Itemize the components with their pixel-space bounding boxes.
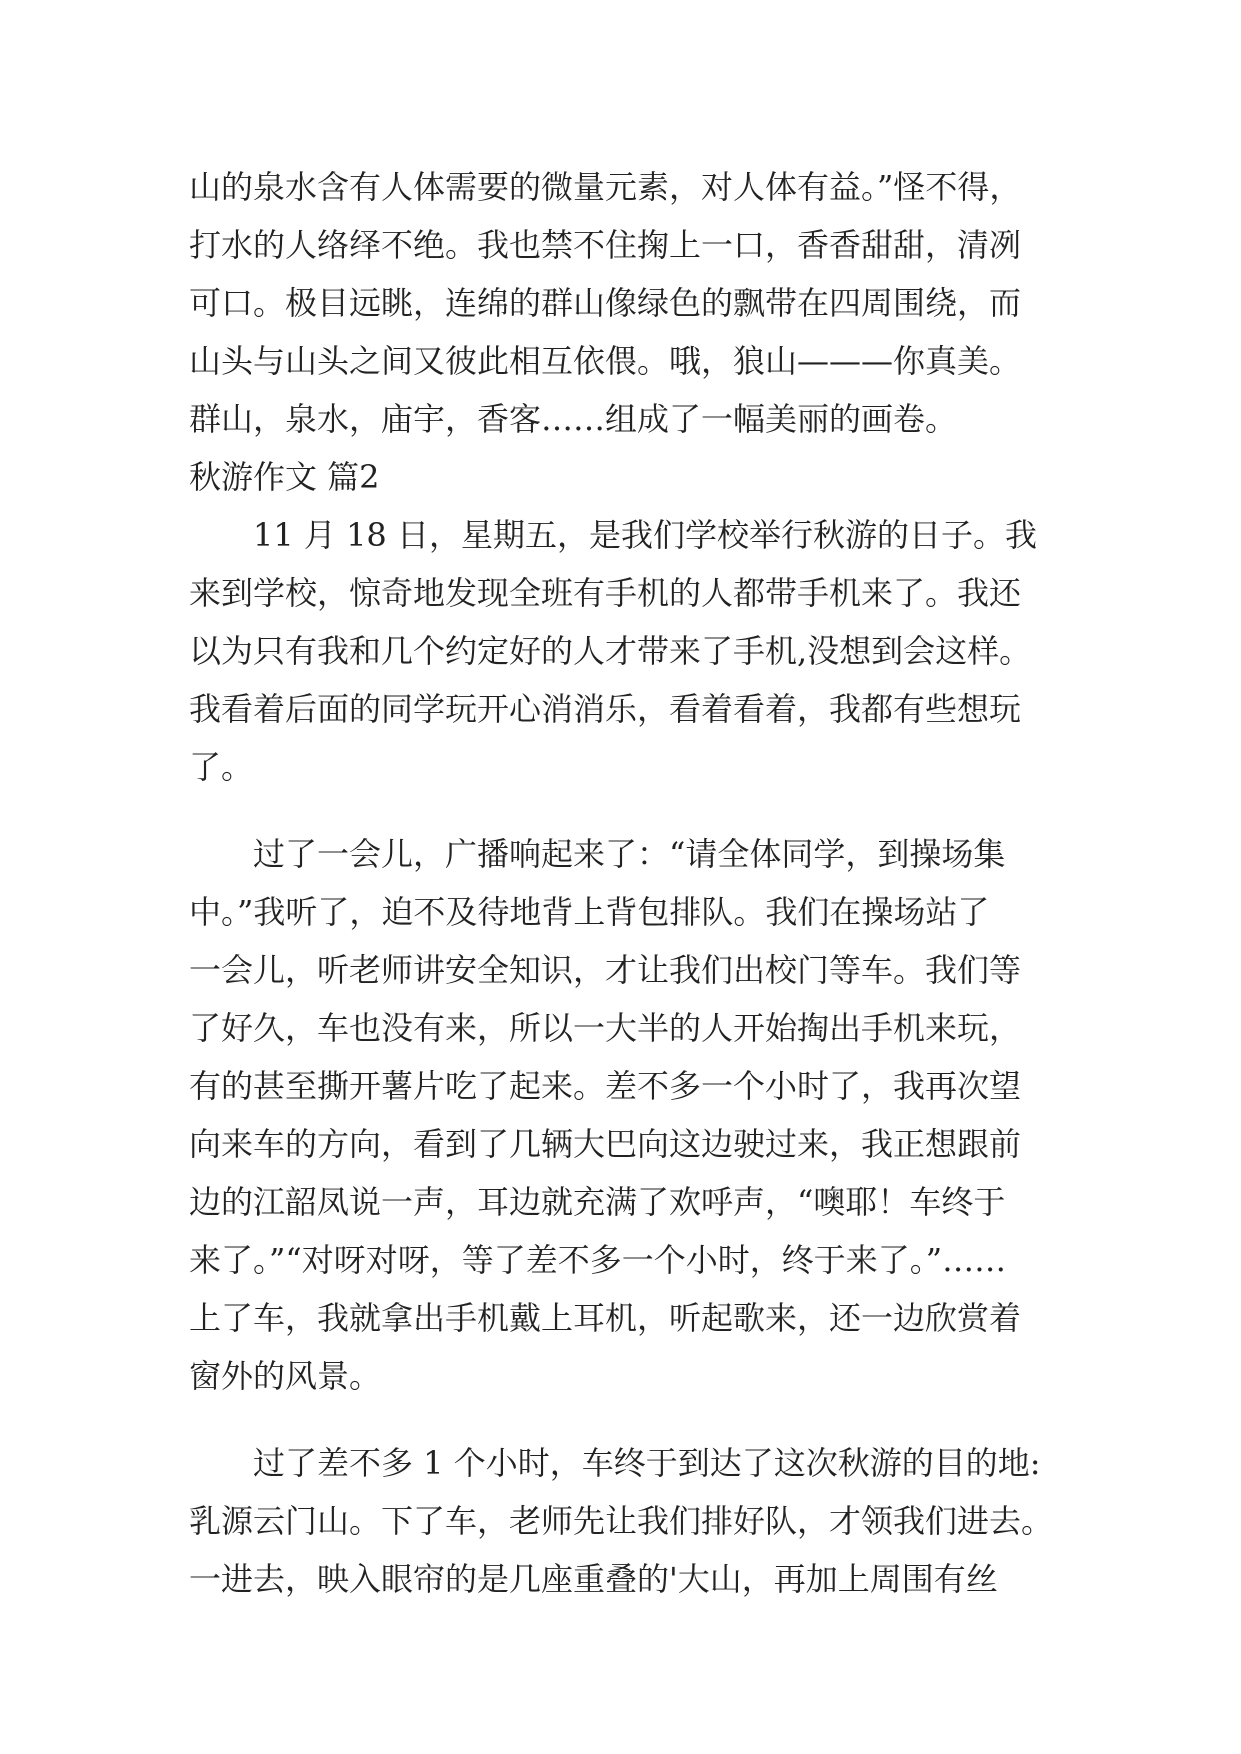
text-line: 山头与山头之间又彼此相互依偎。哦，狼山———你真美。 [189, 342, 1022, 380]
text-line: 有的甚至撕开薯片吃了起来。差不多一个小时了，我再次望 [189, 1067, 1022, 1105]
text-line: 可口。极目远眺，连绵的群山像绿色的飘带在四周围绕，而 [189, 284, 1022, 322]
text-line: 打水的人络绎不绝。我也禁不住掬上一口，香香甜甜，清冽 [189, 226, 1022, 264]
text-line: 过了差不多 1 个小时，车终于到达了这次秋游的目的地: [253, 1444, 1041, 1482]
section-heading: 秋游作文 篇2 [189, 458, 380, 496]
paragraph-2 [189, 825, 1079, 1405]
text-line: 窗外的风景。 [189, 1357, 382, 1395]
paragraph-spacer [189, 1405, 1079, 1434]
text-line: 以为只有我和几个约定好的人才带来了手机,没想到会这样。 [189, 632, 1032, 670]
text-line: 来了。”“对呀对呀，等了差不多一个小时，终于来了。”…… [189, 1241, 1007, 1279]
text-line: 了。 [189, 748, 254, 786]
paragraph-spacer [189, 796, 1079, 825]
text-line: 一会儿，听老师讲安全知识，才让我们出校门等车。我们等 [189, 951, 1022, 989]
document-page [189, 158, 1079, 1608]
text-line: 过了一会儿，广播响起来了：“请全体同学，到操场集 [253, 835, 1006, 873]
text-line: 群山，泉水，庙宇，香客……组成了一幅美丽的画卷。 [189, 400, 958, 438]
text-line: 中。”我听了，迫不及待地背上背包排队。我们在操场站了 [189, 893, 990, 931]
intro-paragraph [189, 158, 1079, 448]
text-line: 了好久，车也没有来，所以一大半的人开始掏出手机来玩， [189, 1009, 1022, 1047]
text-line: 一进去，映入眼帘的是几座重叠的'大山，再加上周围有丝 [189, 1560, 998, 1598]
text-line: 上了车，我就拿出手机戴上耳机，听起歌来，还一边欣赏着 [189, 1299, 1022, 1337]
paragraph-1 [189, 506, 1079, 796]
text-line: 来到学校，惊奇地发现全班有手机的人都带手机来了。我还 [189, 574, 1022, 612]
text-line: 山的泉水含有人体需要的微量元素，对人体有益。”怪不得， [189, 168, 1022, 206]
text-line: 向来车的方向，看到了几辆大巴向这边驶过来，我正想跟前 [189, 1125, 1022, 1163]
text-line: 11 月 18 日，星期五，是我们学校举行秋游的日子。我 [253, 516, 1037, 554]
text-line: 乳源云门山。下了车，老师先让我们排好队，才领我们进去。 [189, 1502, 1054, 1540]
text-line: 我看着后面的同学玩开心消消乐，看着看着，我都有些想玩 [189, 690, 1022, 728]
paragraph-3 [189, 1434, 1079, 1608]
text-line: 边的江韶凤说一声，耳边就充满了欢呼声，“噢耶！车终于 [189, 1183, 1006, 1221]
